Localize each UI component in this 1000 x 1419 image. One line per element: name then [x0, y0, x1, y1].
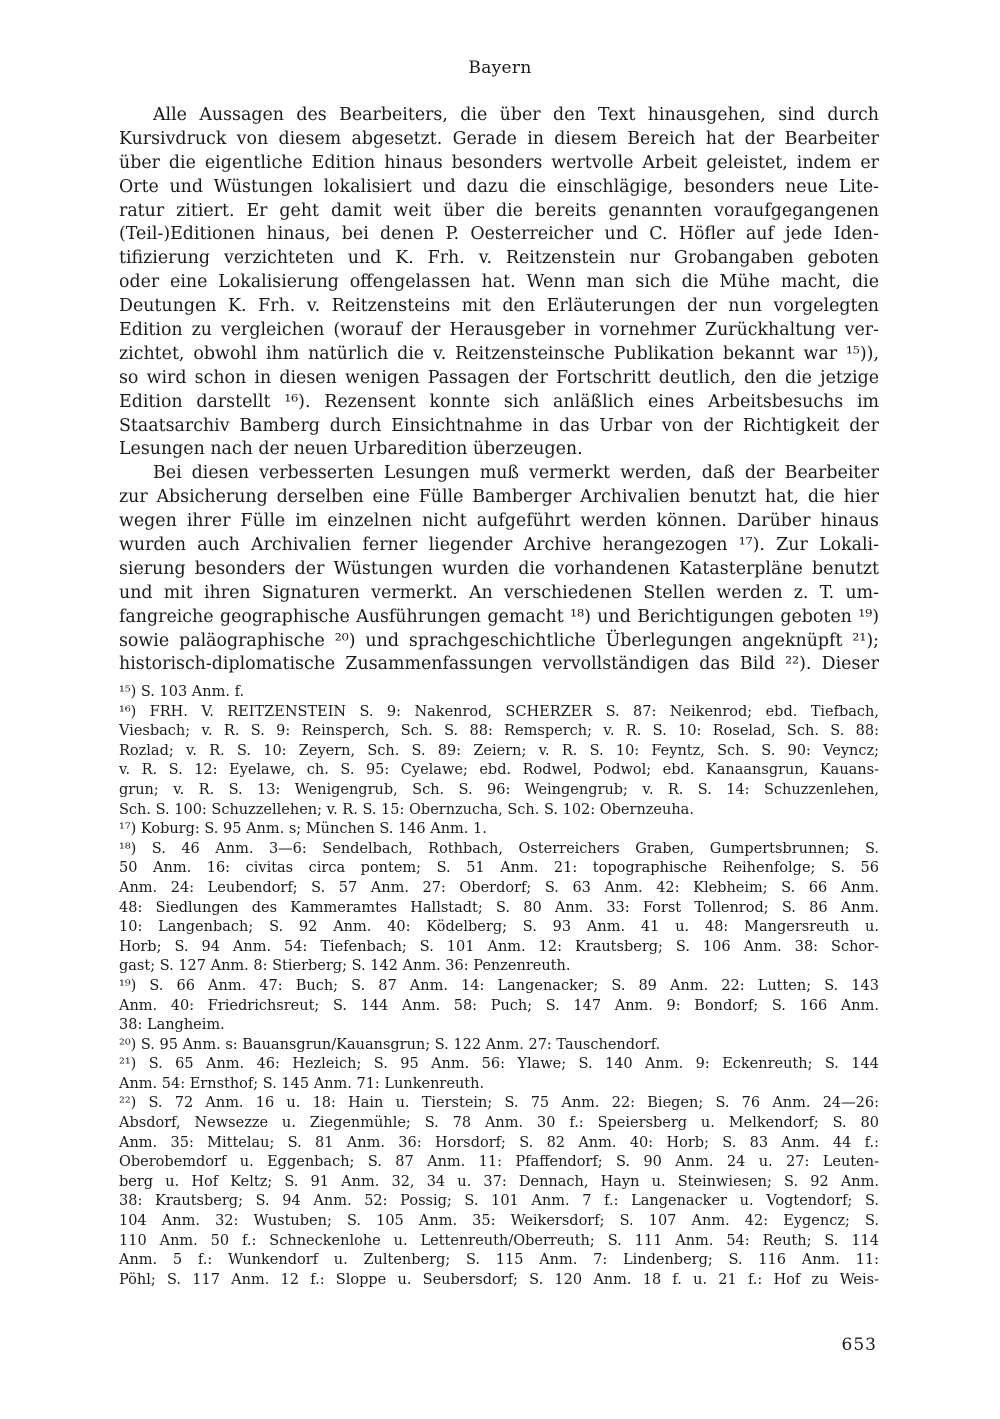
footnote-line: ¹⁹) S. 66 Anm. 47: Buch; S. 87 Anm. 14: Langenacker; S. 89 Anm. 22: Lutten; S. 143 [119, 977, 879, 994]
footnote-line: ¹⁷) Koburg: S. 95 Anm. s; München S. 146 Anm. 1. [119, 821, 487, 838]
body-line: so wird schon in diesen wenigen Passagen der Fortschritt deutlich, den die jetzige [119, 367, 879, 388]
footnote-line: Anm. 24: Leubendorf; S. 57 Anm. 27: Oberdorf; S. 63 Anm. 42: Klebheim; S. 66 Anm. [119, 879, 879, 896]
body-line: oder eine Lokalisierung offengelassen hat. Wenn man sich die Mühe macht, die [119, 272, 879, 293]
body-line: Edition darstellt ¹⁶). Rezensent konnte sich anläßlich eines Arbeitsbesuchs im [119, 391, 879, 412]
body-line: (Teil-)Editionen hinaus, bei denen P. Oesterreicher und C. Höfler auf jede Iden- [119, 224, 879, 245]
footnote-line: Rozlad; v. R. S. 10: Zeyern, Sch. S. 89: Zeiern; v. R. S. 10: Feyntz, Sch. S. 90: Veyncz; [119, 742, 879, 759]
body-line: historisch-diplomatische Zusammenfassungen vervollständigen das Bild ²²). Dieser [119, 654, 879, 675]
footnote-line: 38: Krautsberg; S. 94 Anm. 52: Possig; S. 101 Anm. 7 f.: Langenacker u. Vogtendorf; S. [119, 1193, 879, 1210]
footnote-line: ¹⁵) S. 103 Anm. f. [119, 684, 245, 700]
footnote-line: Anm. 40: Friedrichsreut; S. 144 Anm. 58: Puch; S. 147 Anm. 9: Bondorf; S. 166 Anm. [119, 997, 879, 1014]
body-line: Staatsarchiv Bamberg durch Einsichtnahme in das Urbar von der Richtigkeit der [119, 415, 879, 436]
body-line: Alle Aussagen des Bearbeiters, die über den Text hinausgehen, sind durch [153, 105, 879, 125]
footnote-line: gast; S. 127 Anm. 8: Stierberg; S. 142 Anm. 36: Penzenreuth. [119, 958, 571, 975]
body-line: zichtet, obwohl ihm natürlich die v. Reitzensteinsche Publikation bekannt war ¹⁵)), [119, 343, 879, 364]
body-line: sierung besonders der Wüstungen wurden die vorhandenen Katasterpläne benutzt [119, 558, 879, 579]
footnote-line: Oberobemdorf u. Eggenbach; S. 87 Anm. 11: Pfaffendorf; S. 90 Anm. 24 u. 27: Leuten- [119, 1154, 879, 1171]
footnote-line: Absdorf, Newsezze u. Ziegenmühle; S. 78 Anm. 30 f.: Speiersberg u. Melkendorf; S. 80 [119, 1115, 879, 1132]
footnote-line: Sch. S. 100: Schuzzellehen; v. R. S. 15: Obernzucha, Sch. S. 102: Obernzeuha. [119, 801, 694, 818]
body-line: tifizierung verzichteten und K. Frh. v. Reitzenstein nur Grobangaben geboten [119, 248, 879, 269]
footnote-line: Anm. 35: Mittelau; S. 81 Anm. 36: Horsdorf; S. 82 Anm. 40: Horb; S. 83 Anm. 44 f.: [119, 1134, 879, 1151]
footnote-line: berg u. Hof Keltz; S. 91 Anm. 32, 34 u. 37: Dennach, Hayn u. Steinwiesen; S. 92 Anm. [119, 1173, 879, 1190]
footnote-line: 48: Siedlungen des Kammeramtes Hallstadt; S. 80 Anm. 33: Forst Tollenrod; S. 86 Anm. [119, 899, 879, 916]
running-header: Bayern [468, 58, 532, 78]
footnote-line: ¹⁸) S. 46 Anm. 3—6: Sendelbach, Rothbach, Osterreichers Graben, Gumpertsbrunnen; S. [119, 840, 879, 857]
body-line: Kursivdruck von diesem abgesetzt. Gerade in diesem Bereich hat der Bearbeiter [119, 128, 879, 149]
footnotes [119, 683, 879, 1290]
body-line: fangreiche geographische Ausführungen gemacht ¹⁸) und Berichtigungen geboten ¹⁹) [119, 606, 879, 627]
footnote-line: Horb; S. 94 Anm. 54: Tiefenbach; S. 101 Anm. 12: Krautsberg; S. 106 Anm. 38: Schor- [119, 938, 879, 955]
body-line: zur Absicherung derselben eine Fülle Bamberger Archivalien benutzt hat, die hier [119, 487, 879, 508]
footnote-line: Anm. 54: Ernsthof; S. 145 Anm. 71: Lunkenreuth. [119, 1075, 485, 1092]
footnote-line: 38: Langheim. [119, 1017, 225, 1034]
footnote-line: 110 Anm. 50 f.: Schneckenlohe u. Lettenreuth/Oberreuth; S. 111 Anm. 54: Reuth; S. 114 [119, 1232, 879, 1249]
body-line: Deutungen K. Frh. v. Reitzensteins mit den Erläuterungen der nun vorgelegten [119, 296, 879, 317]
footnote-line: Anm. 5 f.: Wunkendorf u. Zultenberg; S. 115 Anm. 7: Lindenberg; S. 116 Anm. 11: [119, 1252, 879, 1269]
footnote-line: 104 Anm. 32: Wustuben; S. 105 Anm. 35: Weikersdorf; S. 107 Anm. 42: Eygencz; S. [119, 1213, 879, 1230]
body-line: sowie paläographische ²⁰) und sprachgeschichtliche Überlegungen angeknüpft ²¹); [119, 630, 879, 651]
footnote-line: ²⁰) S. 95 Anm. s: Bauansgrun/Kauansgrun; S. 122 Anm. 27: Tauschendorf. [119, 1036, 661, 1053]
footnote-line: v. R. S. 12: Eyelawe, ch. S. 95: Cyelawe; ebd. Rodwel, Podwol; ebd. Kanaansgrun, Kauans- [119, 762, 879, 779]
footnote-line: ²¹) S. 65 Anm. 46: Hezleich; S. 95 Anm. 56: Ylawe; S. 140 Anm. 9: Eckenreuth; S. 144 [119, 1056, 879, 1073]
footnote-line: ¹⁶) FRH. V. REITZENSTEIN S. 9: Nakenrod, SCHERZER S. 87: Neikenrod; ebd. Tiefbach, [119, 703, 879, 720]
body-line: ratur zitiert. Er geht damit weit über die bereits genannten voraufgegangenen [119, 200, 879, 221]
body-line: Edition zu vergleichen (worauf der Herausgeber in vornehmer Zurückhaltung ver- [119, 320, 879, 341]
body-line: wegen ihrer Fülle im einzelnen nicht aufgeführt werden können. Darüber hinaus [119, 511, 879, 532]
body-line: Orte und Wüstungen lokalisiert und dazu die einschlägige, besonders neue Lite- [119, 176, 879, 197]
page-number: 653 [841, 1335, 877, 1355]
footnote-line: ²²) S. 72 Anm. 16 u. 18: Hain u. Tierstein; S. 75 Anm. 22: Biegen; S. 76 Anm. 24—26: [119, 1095, 879, 1112]
body-text [119, 104, 879, 677]
body-line: Lesungen nach der neuen Urbaredition überzeugen. [119, 439, 583, 460]
footnote-line: Pöhl; S. 117 Anm. 12 f.: Sloppe u. Seubersdorf; S. 120 Anm. 18 f. u. 21 f.: Hof zu Weis- [119, 1271, 879, 1288]
footnote-line: 10: Langenbach; S. 92 Anm. 40: Ködelberg; S. 93 Anm. 41 u. 48: Mangersreuth u. [119, 919, 879, 936]
footnote-line: 50 Anm. 16: civitas circa pontem; S. 51 Anm. 21: topographische Reihenfolge; S. 56 [119, 860, 879, 877]
body-line: wurden auch Archivalien ferner liegender Archive herangezogen ¹⁷). Zur Lokali- [119, 535, 879, 556]
body-line: über die eigentliche Edition hinaus besonders wertvolle Arbeit geleistet, indem er [119, 152, 879, 173]
footnote-line: grun; v. R. S. 13: Wenigengrub, Sch. S. 96: Weingengrub; v. R. S. 14: Schuzzenlehen, [119, 781, 879, 798]
body-line: Bei diesen verbesserten Lesungen muß vermerkt werden, daß der Bearbeiter [153, 463, 879, 484]
body-line: und mit ihren Signaturen vermerkt. An verschiedenen Stellen werden z. T. um- [119, 582, 879, 603]
footnote-line: Viesbach; v. R. S. 9: Reinsperch, Sch. S. 88: Remsperch; v. R. S. 10: Roselad, Sch. S. 88: [119, 723, 879, 740]
